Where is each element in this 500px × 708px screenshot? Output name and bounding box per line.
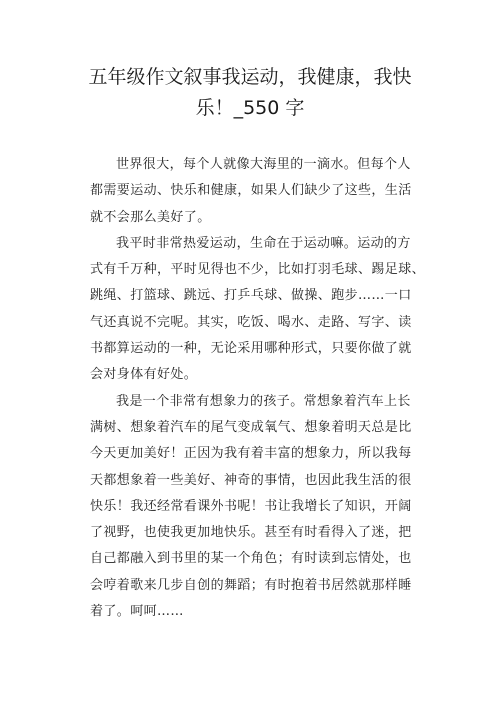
paragraph-1 bbox=[90, 152, 420, 231]
paragraph-line: 我平时非常热爱运动，生命在于运动嘛。运动的方 bbox=[116, 235, 411, 251]
paragraph-line: 跳绳、打篮球、跳远、打乒乓球、做操、跑步……一口 bbox=[90, 288, 412, 304]
paragraph-line: 会哼着歌来几步自创的舞蹈；有时抱着书居然就那样睡 bbox=[90, 577, 412, 593]
title-line-2: 乐！_550 字 bbox=[195, 97, 305, 119]
article-body bbox=[90, 152, 426, 625]
document-title bbox=[60, 62, 440, 124]
paragraph-line: 满树、想象着汽车的尾气变成氧气、想象着明天总是比 bbox=[90, 419, 412, 435]
paragraph-line: 天都想象着一些美好、神奇的事情，也因此我生活的很 bbox=[90, 472, 412, 488]
paragraph-line: 世界很大，每个人就像大海里的一滴水。但每个人 bbox=[116, 157, 411, 172]
title-line-1: 五年级作文叙事我运动，我健康，我快 bbox=[88, 66, 412, 88]
paragraph-line: 书都算运动的一种，无论采用哪种形式，只要你做了就 bbox=[90, 341, 412, 357]
paragraph-line: 就不会那么美好了。 bbox=[90, 209, 211, 225]
paragraph-line: 都需要运动、快乐和健康，如果人们缺少了这些，生活 bbox=[90, 183, 412, 199]
paragraph-line: 气还真说不完呢。其实，吃饭、喝水、走路、写字、读 bbox=[90, 314, 412, 330]
paragraph-3 bbox=[90, 389, 420, 626]
paragraph-line: 自己都融入到书里的某一个角色；有时读到忘情处，也 bbox=[90, 551, 412, 567]
paragraph-line: 我是一个非常有想象力的孩子。常想象着汽车上长 bbox=[116, 393, 411, 409]
paragraph-line: 着了。呵呵…… bbox=[90, 604, 184, 620]
paragraph-line: 会对身体有好处。 bbox=[90, 367, 198, 383]
paragraph-line: 了视野，也使我更加地快乐。甚至有时看得入了迷，把 bbox=[90, 525, 412, 541]
paragraph-2 bbox=[90, 231, 426, 389]
paragraph-line: 今天更加美好！正因为我有着丰富的想象力，所以我每 bbox=[90, 446, 412, 462]
paragraph-line: 式有千万种，平时见得也不少，比如打羽毛球、踢足球、 bbox=[90, 262, 426, 278]
paragraph-line: 快乐！我还经常看课外书呢！书让我增长了知识，开阔 bbox=[90, 498, 412, 514]
